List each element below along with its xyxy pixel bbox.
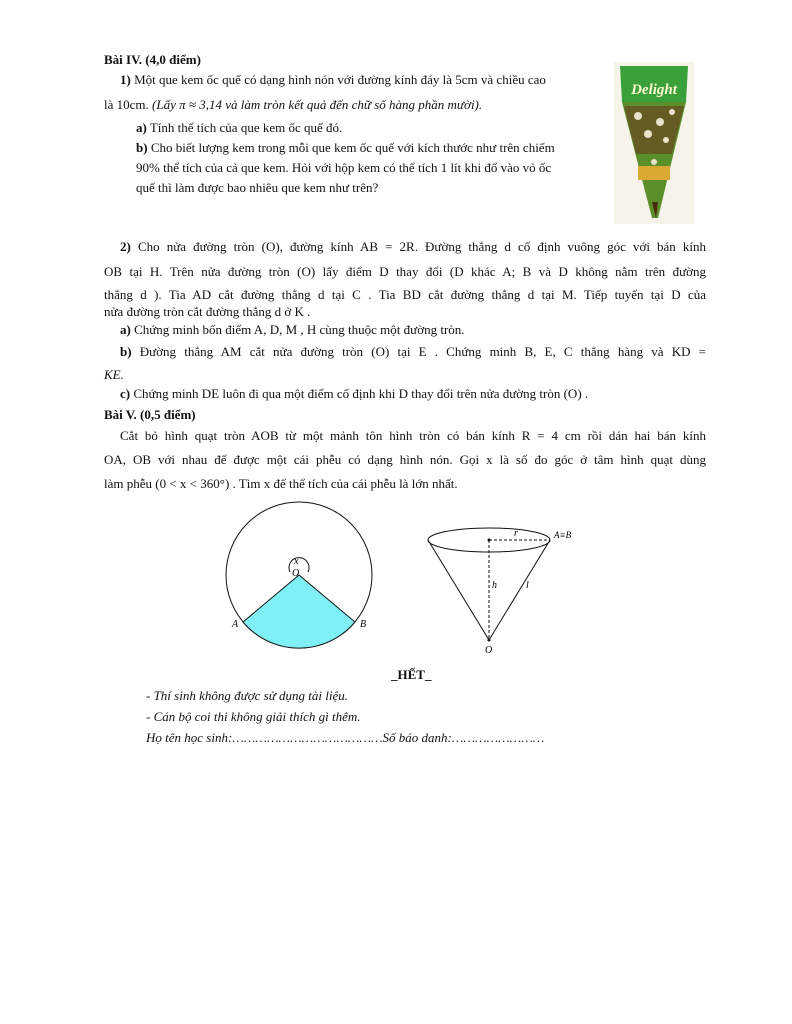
problem-1-text: Một que kem ốc quế có dạng hình nón với đường kính đáy là 5cm và chiều cao	[134, 72, 546, 87]
problem-2-line4: nửa đường tròn cắt đường thẳng d ở K .	[104, 304, 311, 319]
ice-cream-cone-image	[614, 62, 694, 224]
problem-1-line1	[120, 72, 546, 88]
point-b-label: B	[360, 619, 367, 630]
problem-1b-line1	[136, 140, 555, 156]
student-name-line: Họ tên học sinh:…………………………………Số báo danh:……………………	[146, 730, 545, 745]
apex-point	[488, 639, 491, 642]
bai5-heading: Bài V. (0,5 điểm)	[104, 407, 196, 422]
problem-2b-line1	[120, 344, 706, 360]
problem-2a-label: a)	[120, 322, 131, 337]
problem-2-line1	[120, 239, 706, 255]
height-h-label: h	[492, 580, 497, 591]
problem-1-number: 1)	[120, 72, 131, 87]
cone-figure	[420, 522, 590, 658]
apex-o-label: O	[485, 645, 493, 656]
note-no-explanation: - Cán bộ coi thi không giải thích gì thêm.	[146, 709, 361, 724]
cone-right-side	[489, 540, 550, 640]
problem-2b-line2: KE.	[104, 367, 124, 382]
problem-2b-label: b)	[120, 344, 132, 359]
end-marker: _HẾT_	[391, 667, 432, 682]
slant-l-label: l	[526, 580, 529, 591]
center-o-label: O	[292, 568, 300, 579]
problem-1b-line2: 90% thể tích của cả que kem. Hỏi với hộp kem có thể tích 1 lít khi đổ vào vỏ ốc	[136, 160, 552, 175]
sector-figure	[224, 500, 384, 660]
funnel-sector	[243, 575, 355, 648]
problem-2c-text: Chứng minh DE luôn đi qua một điểm cố định khi D thay đổi trên nửa đường tròn (O) .	[133, 386, 589, 401]
bai4-heading: Bài IV. (4,0 điểm)	[104, 52, 201, 67]
a-equiv-b-label: A≡B	[554, 530, 572, 540]
problem-1a-label: a)	[136, 120, 147, 135]
problem-2-text1: Cho nửa đường tròn (O), đường kính AB = 2R. Đường thẳng d cố định vuông góc với bán kính	[137, 239, 707, 254]
problem-2c-label: c)	[120, 386, 131, 401]
cone-left-side	[428, 540, 489, 640]
problem-1b-text1: Cho biết lượng kem trong mỗi que kem ốc quế với kích thước như trên chiếm	[150, 140, 555, 155]
base-center-point	[488, 539, 491, 542]
problem-2-line2: OB tại H. Trên nửa đường tròn (O) lấy điểm D thay đổi (D khác A; B và D không nằm trên đường	[104, 264, 706, 279]
radius-r-label: r	[514, 528, 518, 539]
problem-2a-text: Chứng minh bốn điểm A, D, M , H cùng thuộc một đường tròn.	[134, 322, 465, 337]
problem-2a	[120, 322, 465, 338]
problem-1-height: là 10cm.	[104, 97, 149, 112]
problem-1b-line3: quế thì làm được bao nhiêu que kem như trên?	[136, 180, 379, 195]
problem-2c	[120, 386, 588, 402]
cone-brand-label: Delight	[631, 82, 677, 98]
angle-x-label: x	[294, 556, 299, 567]
note-no-documents: - Thí sinh không được sử dụng tài liệu.	[146, 688, 349, 703]
problem-1a-text: Tính thể tích của que kem ốc quế đó.	[149, 120, 343, 135]
point-a-label: A	[232, 619, 239, 630]
problem-2-number: 2)	[120, 239, 131, 254]
problem-1-line2	[104, 97, 482, 113]
bai5-line2: OA, OB với nhau để được một cái phễu có dạng hình nón. Gọi x là số đo góc ở tâm hình quạt dùng	[104, 452, 706, 467]
problem-1b-label: b)	[136, 140, 148, 155]
problem-2b-text: Đường thẳng AM cắt nửa đường tròn (O) tại E . Chứng minh B, E, C thẳng hàng và KD =	[139, 344, 707, 359]
problem-1-instruction: (Lấy π ≈ 3,14 và làm tròn kết quả đến chữ số hàng phần mười).	[152, 97, 483, 112]
bai5-line1: Cắt bỏ hình quạt tròn AOB từ một mảnh tôn hình tròn có bán kính R = 4 cm rồi dán hai bán kính	[120, 428, 706, 443]
problem-1a	[136, 120, 342, 136]
bai5-line3: làm phễu (0 < x < 360°) . Tìm x để thể tích của cái phễu là lớn nhất.	[104, 476, 458, 491]
problem-2-line3: thẳng d ). Tia AD cắt đường thẳng d tại C . Tia BD cắt đường thẳng d tại M. Tiếp tuyến tại D của	[104, 287, 706, 302]
